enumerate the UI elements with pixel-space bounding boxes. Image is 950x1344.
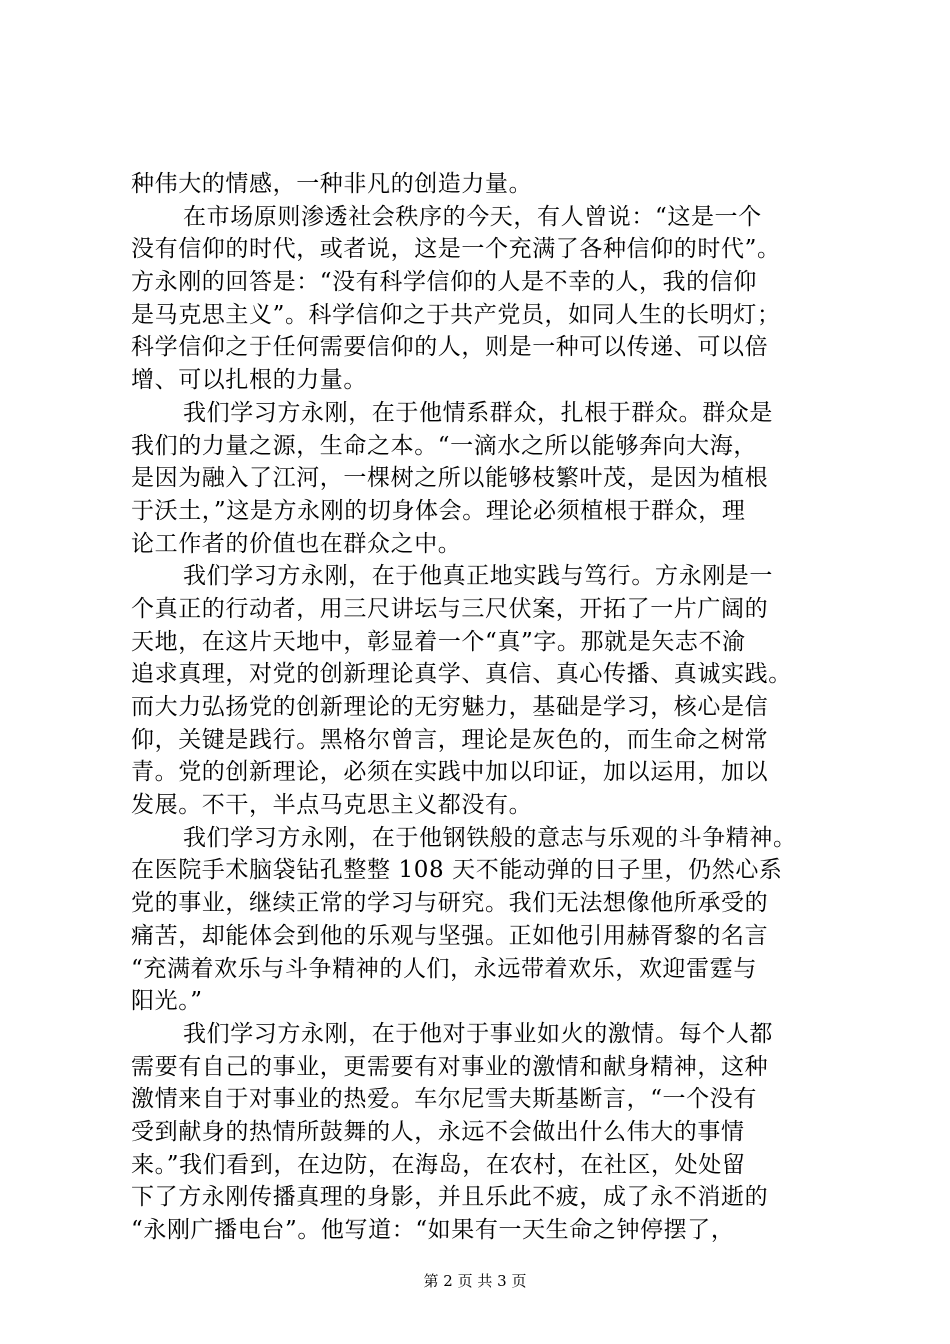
- text-line: 没有信仰的时代，或者说，这是一个充满了各种信仰的时代”。: [131, 236, 781, 263]
- page-number-footer: 第 2 页 共 3 页: [423, 1272, 527, 1290]
- paragraph-first-line: 我们学习方永刚，在于他钢铁般的意志与乐观的斗争精神。: [183, 824, 797, 851]
- text-line: 在医院手术脑袋钻孔整整 108 天不能动弹的日子里，仍然心系: [131, 857, 783, 884]
- text-line: 追求真理，对党的创新理论真学、真信、真心传播、真诚实践。: [131, 661, 792, 688]
- body-text: [131, 168, 831, 1247]
- paragraph-first-line: 在市场原则渗透社会秩序的今天，有人曾说：“这是一个: [183, 203, 762, 230]
- text-line: 是因为融入了江河，一棵树之所以能够枝繁叶茂，是因为植根: [131, 465, 769, 492]
- text-line: 天地，在这片天地中，彰显着一个“真”字。那就是矢志不渝: [131, 628, 746, 655]
- text-line: 下了方永刚传播真理的身影，并且乐此不疲，成了永不消逝的: [131, 1184, 769, 1211]
- text-line: 受到献身的热情所鼓舞的人，永远不会做出什么伟大的事情: [131, 1118, 745, 1145]
- text-line: 我们的力量之源，生命之本。“一滴水之所以能够奔向大海，: [131, 432, 757, 459]
- text-line: 需要有自己的事业，更需要有对事业的激情和献身精神，这种: [131, 1053, 769, 1080]
- paragraph-first-line: 我们学习方永刚，在于他情系群众，扎根于群众。群众是: [183, 399, 773, 426]
- text-line: 种伟大的情感，一种非凡的创造力量。: [131, 171, 533, 197]
- text-line: “永刚广播电台”。他写道：“如果有一天生命之钟停摆了，: [131, 1217, 735, 1243]
- text-line: 论工作者的价值也在群众之中。: [131, 530, 462, 557]
- text-line: 青。党的创新理论，必须在实践中加以印证，加以运用，加以: [131, 759, 769, 786]
- text-line: 方永刚的回答是：“没有科学信仰的人是不幸的人，我的信仰: [131, 269, 757, 296]
- text-line: 增、可以扎根的力量。: [131, 367, 367, 394]
- text-line: 个真正的行动者，用三尺讲坛与三尺伏案，开拓了一片广阔的: [131, 595, 769, 622]
- text-line: 来。”我们看到，在边防，在海岛，在农村，在社区，处处留: [131, 1151, 746, 1178]
- text-line: 仰，关键是践行。黑格尔曾言，理论是灰色的，而生命之树常: [131, 726, 769, 753]
- text-line: 痛苦，却能体会到他的乐观与坚强。正如他引用赫胥黎的名言: [131, 922, 769, 949]
- text-line: “充满着欢乐与斗争精神的人们，永远带着欢乐，欢迎雷霆与: [131, 955, 757, 982]
- text-line: 科学信仰之于任何需要信仰的人，则是一种可以传递、可以倍: [131, 334, 769, 361]
- text-line: 于沃土，”这是方永刚的切身体会。理论必须植根于群众，理: [131, 497, 746, 524]
- text-line: 党的事业，继续正常的学习与研究。我们无法想像他所承受的: [131, 890, 769, 917]
- text-line: 发展。不干，半点马克思主义都没有。: [131, 792, 533, 819]
- text-line: 激情来自于对事业的热爱。车尔尼雪夫斯基断言，“一个没有: [131, 1086, 757, 1113]
- text-line: 是马克思主义”。科学信仰之于共产党员，如同人生的长明灯；: [131, 301, 781, 328]
- paragraph-first-line: 我们学习方永刚，在于他真正地实践与笃行。方永刚是一: [183, 563, 773, 590]
- text-line: 阳光。”: [131, 988, 203, 1015]
- text-line: 而大力弘扬党的创新理论的无穷魅力，基础是学习，核心是信: [131, 694, 769, 720]
- paragraph-first-line: 我们学习方永刚，在于他对于事业如火的激情。每个人都: [183, 1020, 773, 1047]
